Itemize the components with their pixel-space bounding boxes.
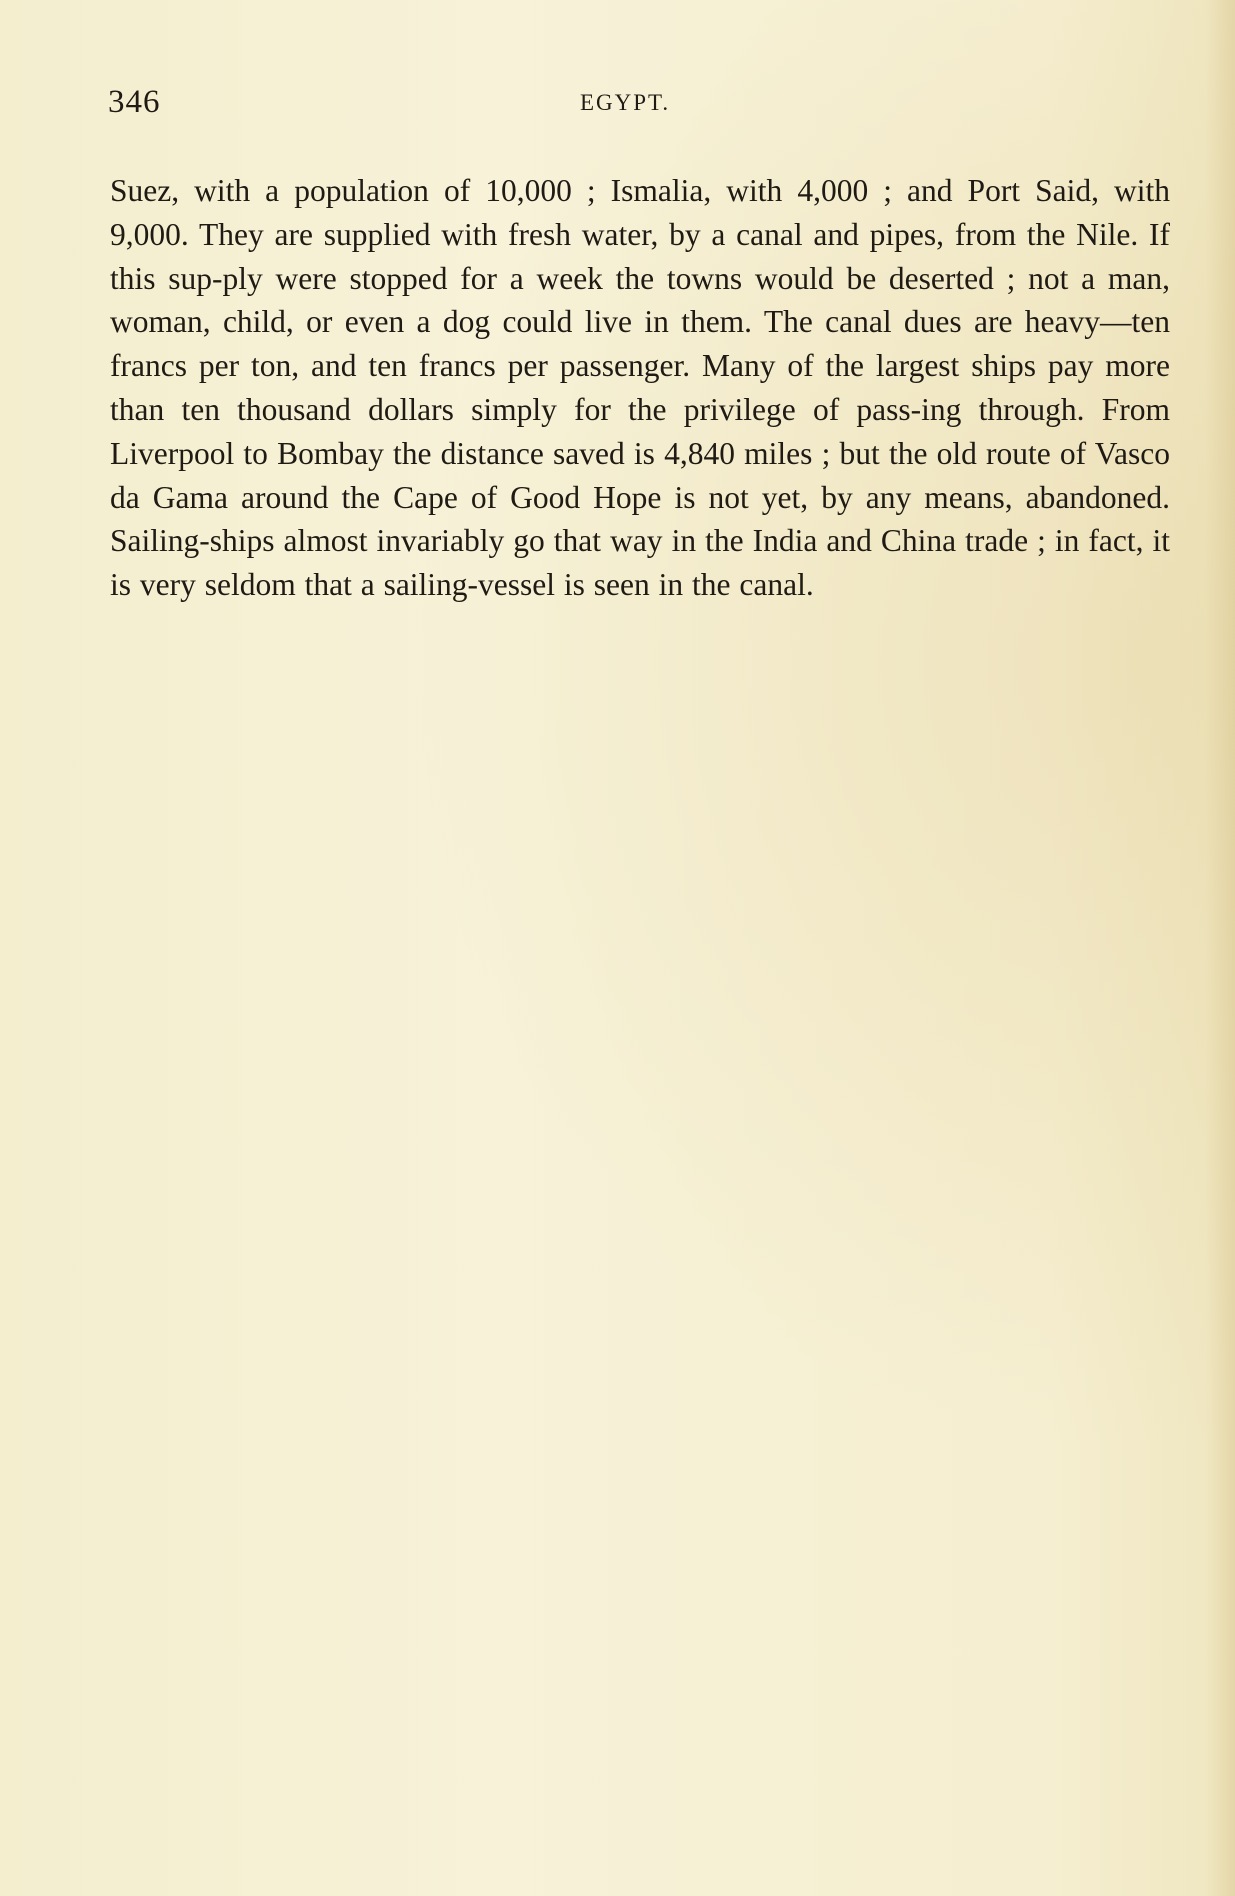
- running-title: EGYPT.: [580, 90, 671, 115]
- page-number: 346: [108, 84, 161, 120]
- page-edge-shadow: [1205, 0, 1235, 1896]
- body-paragraph: Suez, with a population of 10,000 ; Ismalia, with 4,000 ; and Port Said, with 9,000. They are supplied with fresh water, by a canal and pipes, from the Nile. If this sup-ply were stopped for a week the towns would be deserted ; not a man, woman, child, or even a dog could live in them. The canal dues are heavy—ten francs per ton, and ten francs per passenger. Many of the largest ships pay more than ten thousand dollars simply for the privilege of pass-ing through. From Liverpool to Bombay the distance saved is 4,840 miles ; but the old route of Vasco da Gama around the Cape of Good Hope is not yet, by any means, abandoned. Sailing-ships almost invariably go that way in the India and China trade ; in fact, it is very seldom that a sailing-vessel is seen in the canal.: [110, 173, 1170, 603]
- page-header: [108, 84, 1168, 124]
